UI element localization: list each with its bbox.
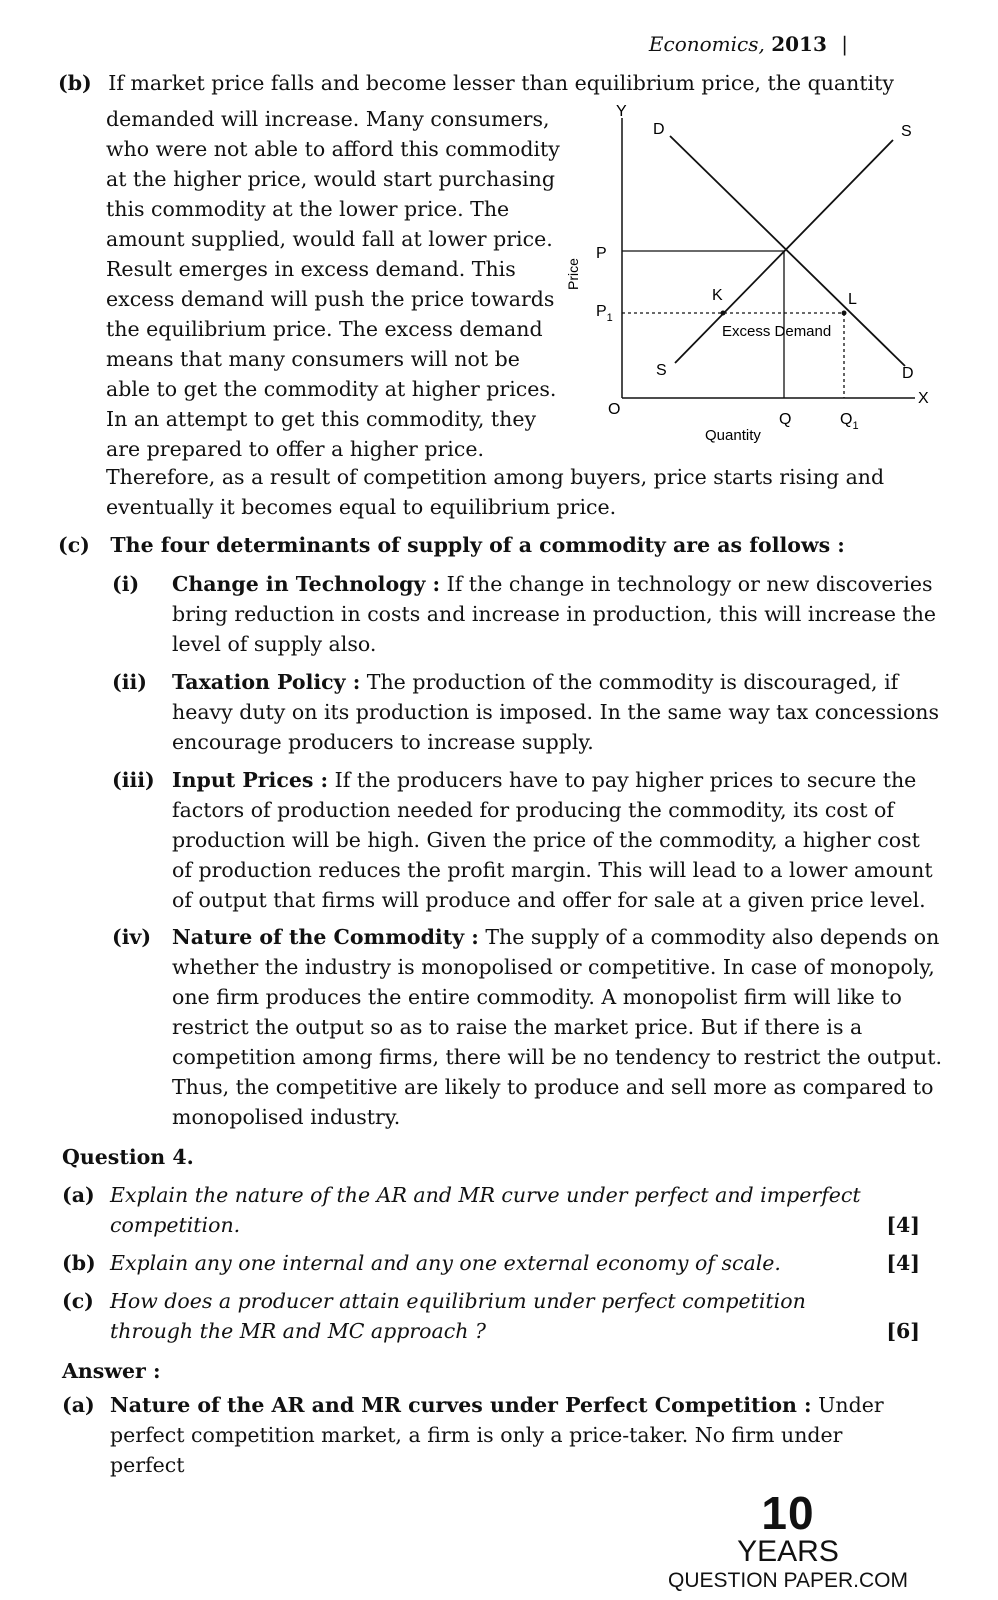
question-part [62,1286,920,1346]
determinant-text: The production of the commodity is discouraged, if heavy duty on its production is imposed. In the same way tax concessions encourage producers to increase supply. [172,670,940,754]
part-c-heading: The four determinants of supply of a commodity are as follows : [110,533,845,557]
y-axis-label: Y [616,103,627,120]
determinant-text: The supply of a commodity also depends on whether the industry is monopolised or competitive. In case of monopoly, one firm produces the entire commodity. A monopolist firm will like to restrict the output so as to raise the market price. But if there is a competition among firms, there will be no tendency to restrict the output. Thus, the competitive are likely to produce and sell more as compared to monopolised industry. [172,925,943,1129]
supply-demand-diagram [560,98,938,448]
part-b-first-line [58,68,938,98]
quantity-q-label: Q [779,411,792,428]
header-year: 2013 [771,32,827,56]
part-b-line: demanded will increase. Many consumers, [106,107,550,131]
answer-title: Answer : [62,1359,161,1383]
part-b-line: able to get the commodity at higher prices. [106,377,557,401]
determinant-item [112,765,942,915]
part-b-tail: Therefore, as a result of competition among buyers, price starts rising and eventually it becomes equal to equilibrium price. [106,465,885,519]
determinant-text: If the producers have to pay higher prices to secure the factors of production needed for producing the commodity, its cost of production will be high. Given the price of the commodity, a higher cost of production reduces the profit margin. This will lead to a lower amount of output that firms will produce and offer for sale at a given price level. [172,768,933,912]
determinant-number: (ii) [112,670,147,694]
question-part-label: (c) [62,1289,94,1313]
determinant-title: Nature of the Commodity : [172,925,479,949]
demand-top-label: D [653,121,665,138]
question-part-label: (b) [62,1251,96,1275]
question-part-text: How does a producer attain equilibrium under perfect competition through the MR and MC approach ? [110,1289,806,1343]
question-part-marks: [4] [886,1213,920,1237]
determinant-item [112,922,942,1132]
part-b-line: who were not able to afford this commodity [106,137,560,161]
part-b-line: Result emerges in excess demand. This [106,257,516,281]
question-part [62,1180,920,1240]
price-axis-title: Price [565,258,581,290]
point-k [721,311,726,316]
point-l [842,311,847,316]
demand-bottom-label: D [902,365,914,382]
question-part-text: Explain the nature of the AR and MR curve under perfect and imperfect competition. [110,1183,861,1237]
part-b-line: at the higher price, would start purchasing [106,167,555,191]
price-p1-label: $P_1$ [596,303,613,324]
answer-text: Under perfect competition market, a firm is only a price-taker. No firm under perfect [110,1393,884,1477]
part-b-line: excess demand will push the price towards [106,287,555,311]
part-b-line: this commodity at the lower price. The [106,197,510,221]
watermark-site: QUESTION PAPER.COM [668,1569,908,1592]
question-title: Question 4. [62,1145,194,1169]
part-b-line: means that many consumers will not be [106,347,520,371]
question-part-marks: [4] [886,1251,920,1275]
x-axis-label: X [918,390,929,407]
header-subject: Economics, [648,32,765,56]
page-header [649,32,848,56]
question-part-label: (a) [62,1183,95,1207]
answer-heading: Nature of the AR and MR curves under Perfect Competition : [110,1393,812,1417]
watermark-number: 10 [761,1487,815,1539]
determinant-number: (iii) [112,768,155,792]
supply-top-label: S [901,123,912,140]
determinant-title: Change in Technology : [172,572,441,596]
part-b-line: are prepared to offer a higher price. [106,437,484,461]
question-part [62,1248,920,1278]
answer-part-label: (a) [62,1393,95,1417]
determinant-number: (iv) [112,925,152,949]
question-part-marks: [6] [886,1319,920,1343]
quantity-axis-title: Quantity [705,427,761,444]
part-c-heading-row [58,530,938,560]
watermark-years: YEARS [737,1535,839,1568]
header-bar: | [841,32,848,56]
determinant-title: Input Prices : [172,768,329,792]
part-b-line: In an attempt to get this commodity, they [106,407,537,431]
determinant-item [112,569,942,659]
determinant-number: (i) [112,572,140,596]
price-p-label: P [596,245,607,262]
part-b-first-text: If market price falls and become lesser than equilibrium price, the quantity [108,71,894,95]
point-l-label: L [848,291,857,308]
part-c-label: (c) [58,533,90,557]
part-b-column [106,104,576,464]
answer-part [62,1390,920,1480]
determinant-title: Taxation Policy : [172,670,361,694]
determinant-text: If the change in technology or new discoveries bring reduction in costs and increase in production, this will increase the level of supply also. [172,572,937,656]
origin-label: O [608,401,621,418]
quantity-q1-label: $Q_1$ [840,411,859,432]
determinant-item [112,667,942,757]
part-b-line: the equilibrium price. The excess demand [106,317,543,341]
part-b-label: (b) [58,71,92,95]
supply-bottom-label: S [656,362,667,379]
part-b-line: amount supplied, would fall at lower price. [106,227,553,251]
point-k-label: K [712,287,723,304]
question-part-text: Explain any one internal and any one external economy of scale. [110,1251,781,1275]
watermark-logo [668,1487,908,1594]
excess-demand-label: Excess Demand [722,323,832,340]
